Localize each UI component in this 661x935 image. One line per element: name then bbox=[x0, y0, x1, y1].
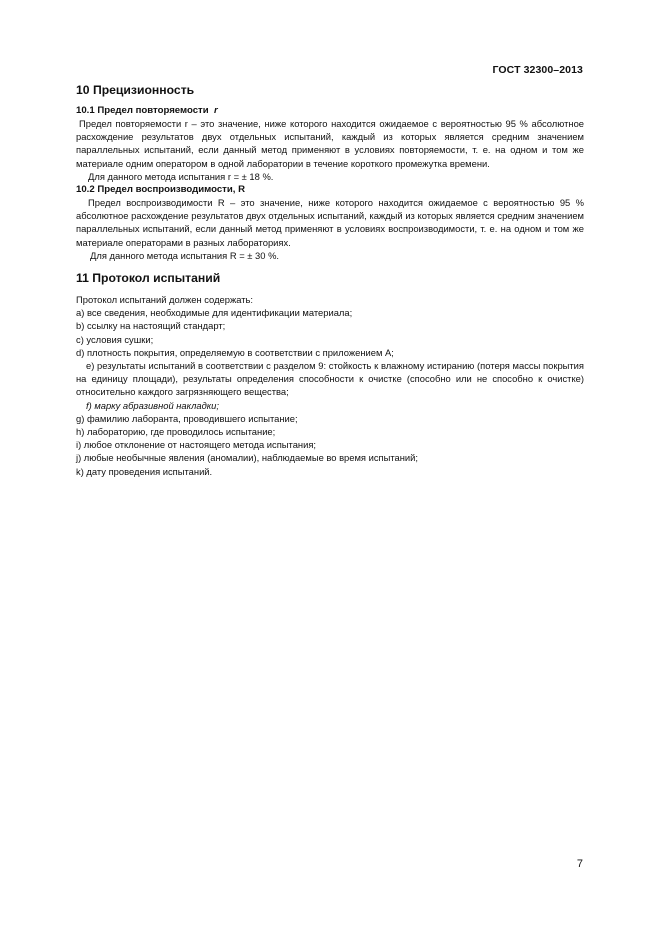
list-item: c) условия сушки; bbox=[76, 333, 154, 345]
list-item: g) фамилию лаборанта, проводившего испытание; bbox=[76, 412, 298, 424]
subsection-10-2-title: 10.2 Предел воспроизводимости, R bbox=[76, 184, 246, 196]
page-content bbox=[76, 82, 584, 478]
list-item: e) результаты испытаний в соответствии с разделом 9: стойкость к влажному истиранию (потеря массы покрытия на единицу площади), результаты определения способности к очистке (способно или не способно к очистке) относительно каждого загрязняющего вещества; bbox=[76, 360, 584, 398]
list-item: k) дату проведения испытаний. bbox=[76, 465, 213, 477]
subsection-10-1-title-text: 10.1 Предел повторяемости bbox=[76, 105, 209, 116]
list-item: h) лабораторию, где проводилось испытание; bbox=[76, 426, 276, 438]
list-item: b) ссылку на настоящий стандарт; bbox=[76, 320, 226, 332]
list-item: i) любое отклонение от настоящего метода испытания; bbox=[76, 439, 317, 451]
subsection-10-1-title bbox=[76, 104, 584, 117]
repeatability-value: Для данного метода испытания r = ± 18 %. bbox=[88, 170, 274, 182]
page-number: 7 bbox=[576, 858, 583, 870]
list-item: f) марку абразивной накладки; bbox=[86, 399, 219, 411]
repeatability-symbol: r bbox=[214, 105, 218, 116]
protocol-intro: Протокол испытаний должен содержать: bbox=[76, 294, 254, 306]
reproducibility-value: Для данного метода испытания R = ± 30 %. bbox=[90, 249, 280, 261]
list-item: d) плотность покрытия, определяемую в соответствии с приложением А; bbox=[76, 346, 394, 358]
document-code: ГОСТ 32300–2013 bbox=[492, 64, 583, 76]
section-11-title: 11 Протокол испытаний bbox=[76, 271, 221, 286]
repeatability-paragraph: Предел повторяемости r – это значение, ниже которого находится ожидаемое с вероятностью 95 % абсолютное расхождение результатов двух отдельных испытаний, каждый из которых является средним значением параллельных испытаний, если данный метод применяют в условиях повторяемости, т. е. на одном и том же материале одним оператором в одной лаборатории в течение короткого промежутка времени. bbox=[76, 118, 584, 169]
list-item: a) все сведения, необходимые для идентификации материала; bbox=[76, 307, 353, 319]
list-item: j) любые необычные явления (аномалии), наблюдаемые во время испытаний; bbox=[76, 452, 419, 464]
protocol-items-list bbox=[76, 306, 584, 478]
reproducibility-paragraph: Предел воспроизводимости R – это значение, ниже которого находится ожидаемое с вероятностью 95 % абсолютное расхождение результатов двух отдельных испытаний, каждый из которых является средним значением параллельных испытаний, если данный метод применяют в условиях воспроизводимости, т. е. на одном и том же материале операторами в разных лабораториях. bbox=[76, 197, 584, 248]
section-10-title: 10 Прецизионность bbox=[76, 83, 195, 97]
